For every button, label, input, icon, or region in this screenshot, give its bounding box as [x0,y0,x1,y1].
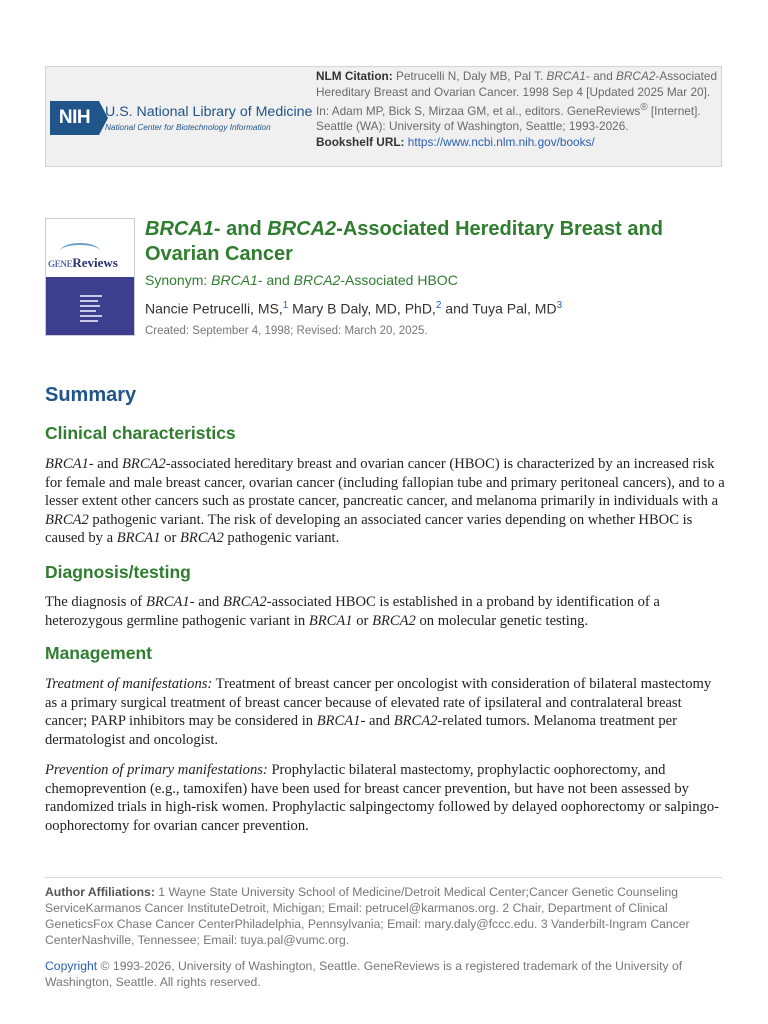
nlm-citation-label: NLM Citation: [316,69,393,83]
citation-box [45,66,722,167]
affiliation-ref-3[interactable]: 3 [556,300,563,311]
bookshelf-label: Bookshelf URL: [316,134,405,149]
library-name: U.S. National Library of Medicine [105,104,313,120]
summary-heading: Summary [45,384,137,406]
footer-divider [45,877,722,878]
prevention-paragraph: Prevention of primary manifestations: Prophylactic bilateral mastectomy, prophylactic oophorectomy, and chemoprevention (e.g., tamoxifen) have been used for breast cancer prevention, but have not been assessed by randomized trials in high-risk women. Prophylactic salpingectomy followed by delayed oophorectomy or salpingo-oophorectomy for ovarian cancer prevention. [45,762,719,834]
genereviews-cover[interactable] [45,218,135,336]
citation-gene1: BRCA1 [546,69,586,83]
bookshelf-link[interactable]: https://www.ncbi.nlm.nih.gov/books/ [407,134,595,149]
copyright-link[interactable]: Copyright [45,959,98,973]
clinical-heading: Clinical characteristics [45,423,236,443]
citation-body: -Associated Hereditary Breast and Ovarian Cancer. 1998 Sep 4 [Updated 2025 Mar 20]. In: Adam MP, Bick S, Mirzaa GM, et al., editors. GeneReviews [316,69,718,118]
cover-header [46,219,134,277]
treatment-paragraph: Treatment of manifestations: Treatment of breast cancer per oncologist with consideration of bilateral mastectomy as a primary surgical treatment of breast cancer because of elevated rate of ipsilateral and contralateral breast cancer; PARP inhibitors may be considered in BRCA1- and BRCA2-related tumors. Melanoma treatment per dermatologist and oncologist. [45,676,712,748]
synonym-line: Synonym: BRCA1- and BRCA2-Associated HBOC [145,272,458,288]
author-affiliations: Author Affiliations: 1 Wayne State University School of Medicine/Detroit Medical Center;Cancer Genetic Counseling ServiceKarmanos Cancer InstituteDetroit, Michigan; Email: petrucel@karmanos.org. 2 Chair, Department of Clinical GeneticsFox Chase Cancer CenterPhiladelphia, Pennsylvania; Email: mary.daly@fccc.edu. 3 Vanderbilt-Ingram Cancer CenterNashville, Tennessee; Email: tuya.pal@vumc.org. [45,885,690,947]
diagnosis-paragraph: The diagnosis of BRCA1- and BRCA2-associated HBOC is established in a proband by identification of a heterozygous germline pathogenic variant in BRCA1 or BRCA2 on molecular genetic testing. [45,594,660,629]
diagnosis-heading: Diagnosis/testing [45,562,191,582]
library-subtitle: National Center for Biotechnology Information [105,123,271,132]
citation-authors: Petrucelli N, Daly MB, Pal T. [395,69,544,83]
registered-mark: ® [640,102,648,113]
citation-text [316,69,720,150]
affiliation-ref-1[interactable]: 1 [282,300,289,311]
cover-brand: GENEReviews [48,255,118,270]
cover-band [46,277,134,335]
management-heading: Management [45,643,152,663]
nih-logo[interactable] [50,101,313,135]
page-title: BRCA1- and BRCA2-Associated Hereditary Breast and Ovarian Cancer [145,218,663,265]
copyright-notice: Copyright © 1993-2026, University of Washington, Seattle. GeneReviews is a registered trademark of the University of Washington, Seattle. All rights reserved. [45,959,683,989]
author-list: Nancie Petrucelli, MS,$^1$ Mary B Daly, MD, PhD,$^2$ and Tuya Pal, $MD^3$ [145,300,563,317]
citation-gene2: BRCA2 [616,69,656,83]
citation-tail: [Internet]. Seattle (WA): University of Washington, Seattle; 1993-2026. [316,103,701,134]
citation-and: - and [585,69,613,83]
nih-logo-mark: NIH [50,101,99,135]
affiliation-ref-2[interactable]: 2 [435,300,442,311]
clinical-paragraph: BRCA1- and BRCA2-associated hereditary breast and ovarian cancer (HBOC) is characterized by an increased risk for female and male breast cancer, ovarian cancer (including fallopian tube and primary peritoneal cancers), and to a lesser extent other cancers such as prostate cancer, pancreatic cancer, and melanoma primarily in individuals with a BRCA2 pathogenic variant. The risk of developing an associated cancer varies depending on whether HBOC is caused by a BRCA1 or BRCA2 pathogenic variant. [45,456,725,547]
created-revised-dates: Created: September 4, 1998; Revised: March 20, 2025. [145,325,428,337]
